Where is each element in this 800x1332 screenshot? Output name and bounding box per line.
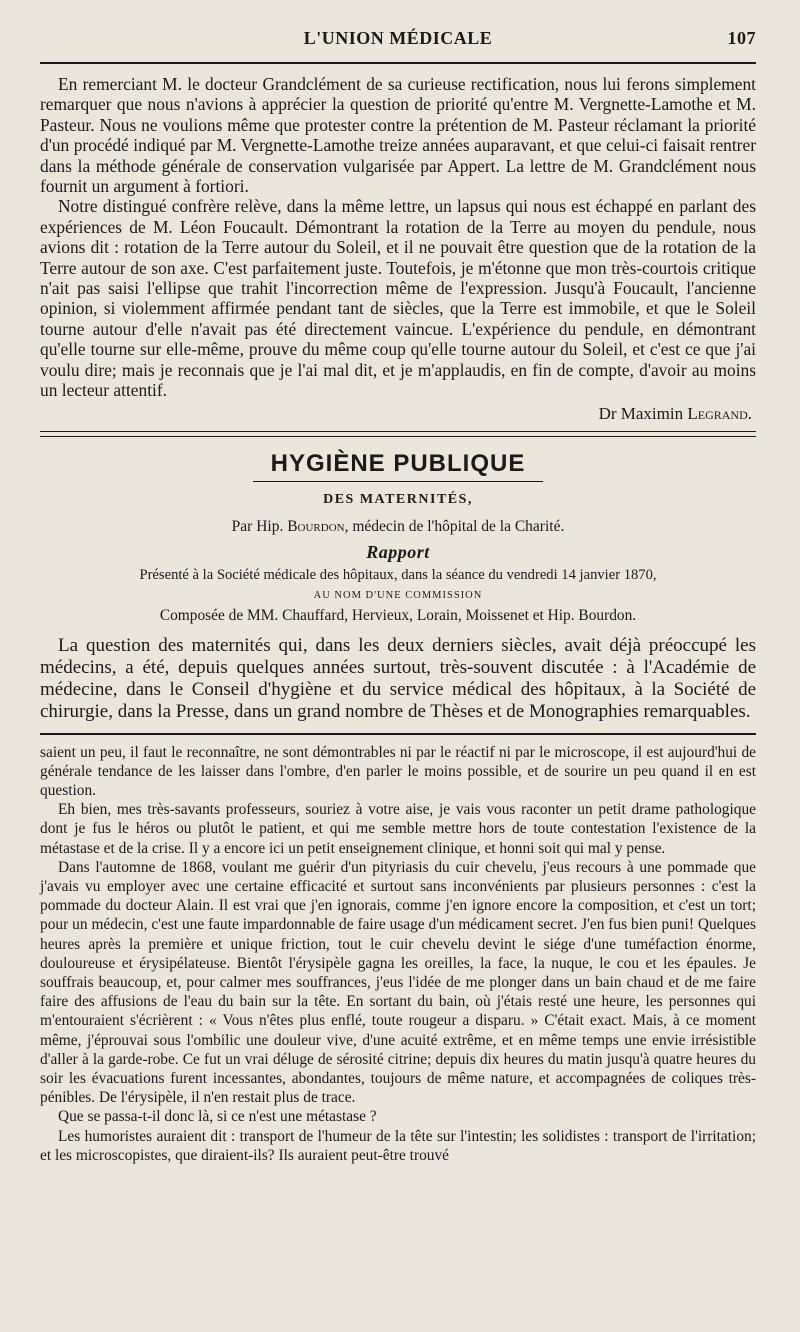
journal-title: L'UNION MÉDICALE <box>303 28 493 48</box>
header-rule <box>40 62 756 64</box>
commission-line: AU NOM D'UNE COMMISSION <box>313 589 483 601</box>
lead-paragraph: La question des maternités qui, dans les deux derniers siècles, avait déjà préoccupé les médecins, a été, depuis quelques années surtout, très-souvent discutée : à l'Académie de médecine, dans le Conseil d'hygiène et du service médical des hôpitaux, à la Société de chirurgie, dans la Presse, dans un grand nombre de Thèses et de Monographies remarquables. <box>40 634 756 722</box>
rapport-heading: Rapport <box>366 541 430 562</box>
continued-text <box>40 743 756 1165</box>
title-underline <box>253 481 543 482</box>
body-paragraph: saient un peu, il faut le reconnaître, ne sont démontrables ni par le réactif ni par le microscope, il est aujourd'hui de générale tendance de les laisser dans l'ombre, d'en parler le moins possible, et de sourire un peu quand il en est question. <box>40 743 756 799</box>
letter-paragraph: En remerciant M. le docteur Grandclément de sa curieuse rectification, nous lui ferons simplement remarquer que nous n'avions à apprécier la question de priorité qu'entre M. Vergnette-Lamothe et M. Pasteur. Nous ne voulions même que protester contre la prétention de M. Pasteur réclamant la priorité d'un procédé indiqué par M. Vergnette-Lamothe treize années auparavant, et que celui-ci faisait rentrer dans la méthode générale de conservation vulgarisée par Appert. La lettre de M. Grandclément nous fournit un argument à fortiori. <box>40 74 756 197</box>
body-paragraph: Que se passa-t-il donc là, si ce n'est une métastase ? <box>58 1108 377 1126</box>
letter-text <box>40 74 756 401</box>
running-head <box>40 28 756 54</box>
body-paragraph: Les humoristes auraient dit : transport de l'humeur de la tête sur l'intestin; les solidistes : transport de l'irritation; et les microscopistes, que diraient-ils? Ils auraient peut-être trouvé <box>40 1127 756 1164</box>
letter-paragraph: Notre distingué confrère relève, dans la même lettre, un lapsus qui nous est échappé en parlant des expériences de M. Léon Foucault. Démontrant la rotation de la Terre au moyen du pendule, nous avions dit : rotation de la Terre autour du Soleil, et il ne pouvait être question que de la rotation de la Terre autour de son axe. C'est parfaitement juste. Toutefois, je m'étonne que mon très-courtois critique n'ait pas saisi l'ellipse que trahit l'incorrection même de l'expression. Jusqu'à Foucault, l'ancienne opinion, si violemment affirmée pendant tant de siècles, que la Terre est immobile, et que le Soleil tourne autour d'elle n'avait pas été directement vaincue. L'expérience du pendule, en démontrant qu'elle tourne sur elle-même, prouve du même coup qu'elle tourne autour du Soleil, et c'est ce que j'ai voulu dire; mais je reconnais que je l'ai mal dit, et je m'applaudis, en fin de compte, d'avoir au moins un lecteur attentif. <box>40 196 756 401</box>
presented-line: Présenté à la Société médicale des hôpitaux, dans la séance du vendredi 14 janvier 1870, <box>139 566 657 583</box>
body-paragraph: Eh bien, mes très-savants professeurs, souriez à votre aise, je vais vous raconter un petit drame pathologique dont je fus le héros ou plutôt le patient, et qui me semble mettre hors de toute contestation l'existence de la métastase et de la crise. Il y a encore ici un petit enseignement clinique, et honni soit qui mal y pense. <box>40 801 756 857</box>
page-number: 107 <box>727 28 756 48</box>
lead-text <box>40 635 756 723</box>
author-prefix: Par Hip. <box>231 517 284 535</box>
body-rule <box>40 733 756 735</box>
body-paragraph: Dans l'automne de 1868, voulant me guérir d'un pityriasis du cuir chevelu, j'eus recours à une pommade que j'avais vu employer avec une certaine efficacité et surtout sans inconvénients par plusieurs personnes : c'est la pommade du docteur Alain. Il est vrai que j'en ignorais, comme j'en ignore encore la composition, et c'est un tort; pour un médecin, c'est une faute impardonnable de faire usage d'un médicament secret. J'en fus bien puni! Quelques heures après la première et unique friction, tout le cuir chevelu devint le siége d'une tuméfaction énorme, douloureuse et érysipélateuse. Bientôt l'érysipèle gagna les oreilles, la face, la nuque, le cou et les épaules. Je souffrais beaucoup, et, pour calmer mes souffrances, j'eus l'idée de me plonger dans un bain chaud et de me faire faire des affusions de l'eau du bain sur la tête. En sortant du bain, où j'étais resté une heure, les personnes qui m'entouraient s'écrièrent : « Vous n'êtes plus enflé, toute rougeur a disparu. » C'était exact. Mais, à ce moment même, j'éprouvai sous l'ombilic une douleur vive, d'une acuité extrême, et en même temps une envie irrésistible d'aller à la garde-robe. Ce fut un vrai déluge de sérosité citrine; depuis dix heures du matin jusqu'à quatre heures du soir les évacuations furent incessantes, abondantes, toujours de même nature, et accompagnées de coliques très-pénibles. De l'érysipèle, il n'en restait plus de trace. <box>40 858 756 1107</box>
author-name: Bourdon <box>287 517 345 535</box>
author-suffix: , médecin de l'hôpital de la Charité. <box>344 517 565 535</box>
section-rule <box>40 431 756 437</box>
signature <box>40 403 756 425</box>
commission-members: Composée de MM. Chauffard, Hervieux, Lorain, Moissenet et Hip. Bourdon. <box>159 606 637 624</box>
author-line <box>40 518 756 536</box>
article-subtitle: DES MATERNITÉS, <box>323 491 473 507</box>
section-title: HYGIÈNE PUBLIQUE <box>270 449 526 477</box>
signature-prefix: Dr Maximin <box>598 403 684 423</box>
signature-name: Legrand. <box>687 403 752 423</box>
